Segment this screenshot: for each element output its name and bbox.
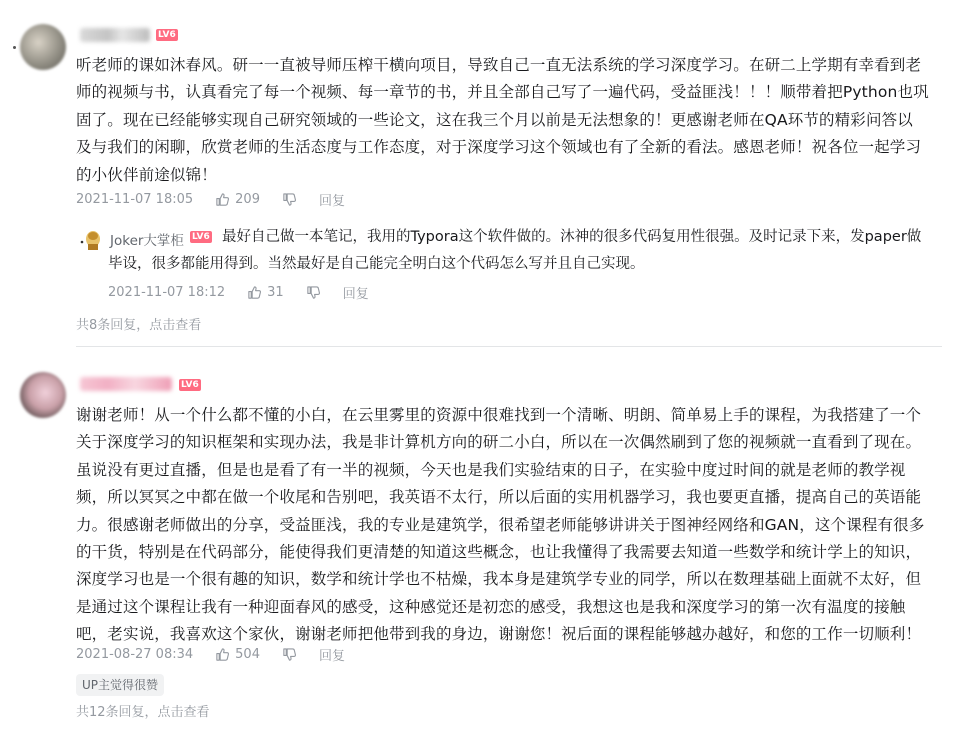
timestamp: 2021-11-07 18:05 [76, 191, 194, 207]
comment-line: 听老师的课如沐春风。研一一直被导师压榨干横向项目，导致自己一直无法系统的学习深度学习。在研二上学期有幸看到老 [76, 56, 922, 74]
comment-text [76, 402, 956, 649]
thumb-up-icon [215, 647, 230, 662]
comment-line: 及与我们的闲聊，欣赏老师的生活态度与工作态度，对于深度学习这个领域也有了全新的看法。感恩老师！祝各位一起学习 [76, 138, 922, 157]
thumb-down-icon [282, 647, 297, 662]
level-badge: LV6 [192, 232, 210, 242]
comment-line: 关于深度学习的知识框架和实现办法，我是非计算机方向的研二小白，所以在一次偶然刷到了您的视频就一直看到了现在。 [76, 433, 922, 452]
level-badge: LV6 [158, 30, 176, 40]
comment-line: 固了。现在已经能够实现自己研究领域的一些论文，这在我三个月以前是无法想象的！更感谢老师在QA环节的精彩问答以 [76, 110, 913, 129]
avatar[interactable] [20, 372, 66, 418]
comment-line: 虽说没有更过直播，但是也是看了有一半的视频，今天也是我们实验结束的日子，在实验中度过时间的就是老师的教学视 [76, 460, 906, 479]
reply-button[interactable]: 回复 [342, 286, 369, 302]
comment-line: 频，所以冥冥之中都在做一个收尾和告别吧，我英语不太行，所以后面的实用机器学习，我也要更直播，提高自己的英语能 [76, 488, 922, 507]
up-liked-badge: UP主觉得很赞 [76, 674, 164, 696]
reply-button[interactable]: 回复 [318, 193, 345, 209]
level-badge: LV6 [181, 380, 199, 390]
reply-line: 最好自己做一本笔记，我用的Typora这个软件做的。沐神的很多代码复用性很强。及时记录下来，发paper做 [222, 229, 922, 245]
reply-button[interactable]: 回复 [318, 648, 345, 664]
view-more-replies[interactable]: 共8条回复，点击查看 [76, 318, 202, 333]
comment-line: 是通过这个课程让我有一种迎面春风的感受，这种感觉还是初恋的感受，我想这也是我和深度学习的第一次有温度的接触 [76, 597, 906, 616]
comment-line: 力。很感谢老师做出的分享，受益匪浅，我的专业是建筑学，很希望老师能够讲讲关于图神经网络和GAN，这个课程有很多 [76, 515, 925, 534]
comment-line: 的干货，特别是在代码部分，能使得我们更清楚的知道这些概念，也让我懂得了我需要去知道一些数学和统计学上的知识， [76, 543, 922, 562]
like-count: 504 [235, 646, 260, 662]
timestamp: 2021-08-27 08:34 [76, 646, 194, 662]
like-count: 31 [267, 284, 284, 300]
like-button[interactable] [215, 647, 260, 662]
comment-line: 深度学习也是一个很有趣的知识，数学和统计学也不枯燥，我本身是建筑学专业的同学，所以在数理基础上面就不太好，但 [76, 570, 922, 589]
comment-line: 吧，老实说，我喜欢这个家伙，谢谢老师把他带到我的身边，谢谢您！祝后面的课程能够越办越好，和您的工作一切顺利！ [76, 625, 922, 644]
dislike-button[interactable] [282, 647, 297, 662]
like-count: 209 [235, 191, 260, 207]
reply-username[interactable]: Joker大掌柜 [110, 233, 184, 249]
username[interactable] [80, 377, 172, 391]
comment-line: 师的视频与书，认真看完了每一个视频、每一章节的书，并且全部自己写了一遍代码，受益匪浅！！！顺带着把Python也巩 [76, 83, 929, 102]
view-more-replies[interactable]: 共12条回复，点击查看 [76, 705, 210, 720]
comment-line: 谢谢老师！从一个什么都不懂的小白，在云里雾里的资源中很难找到一个清晰、明朗、简单易上手的课程，为我搭建了一个 [76, 406, 922, 424]
timestamp: 2021-11-07 18:12 [108, 284, 226, 300]
comment-line: 的小伙伴前途似锦！ [76, 165, 217, 184]
reply-line: 毕设，很多都能用得到。当然最好是自己能完全明白这个代码怎么写并且自己实现。 [108, 256, 645, 272]
comment-meta [76, 645, 345, 663]
